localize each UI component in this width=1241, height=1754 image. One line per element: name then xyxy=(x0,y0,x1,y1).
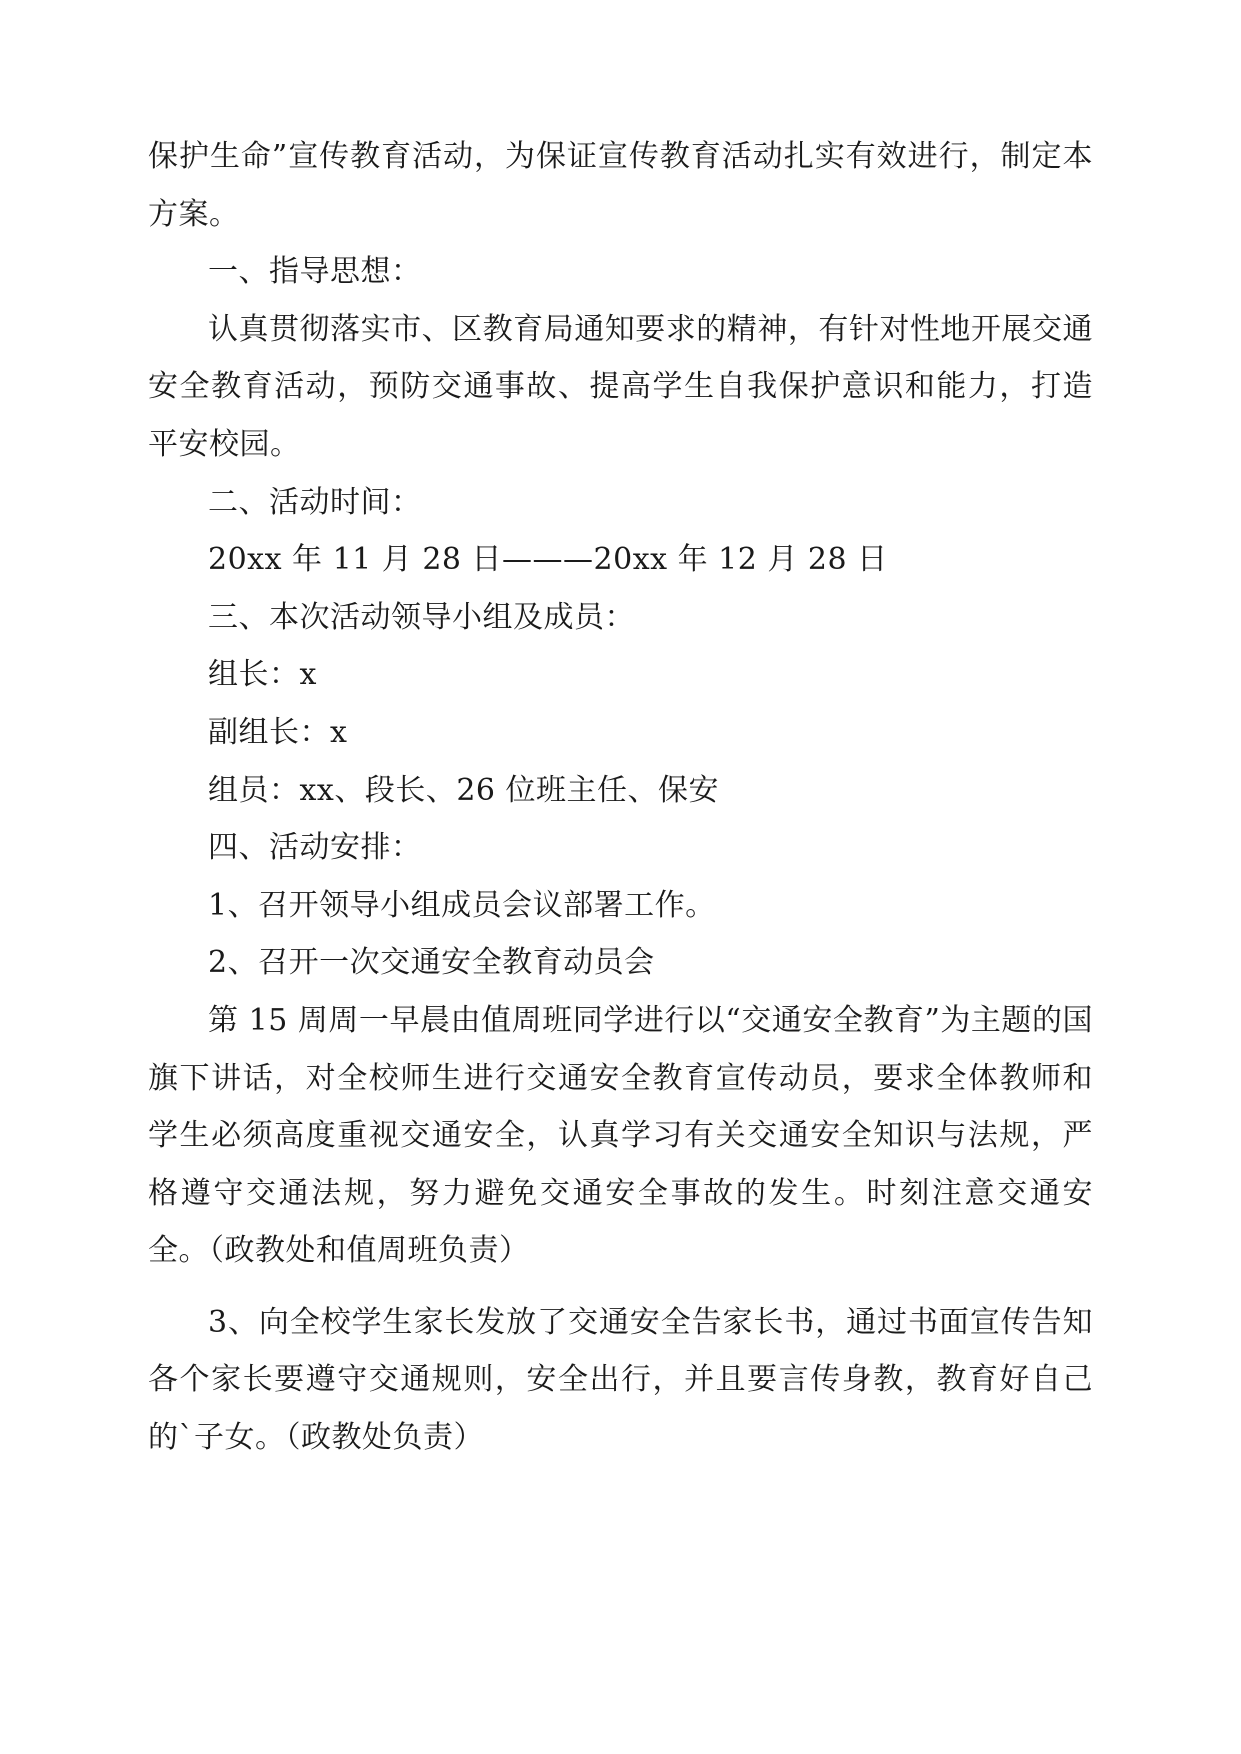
section-heading-guiding-ideology: 一、指导思想： xyxy=(208,254,422,290)
document-body xyxy=(148,128,1093,1467)
paragraph-group-members: 组员：xx、段长、26 位班主任、保安 xyxy=(208,772,720,808)
list-item-3: 3、向全校学生家长发放了交通安全告家长书，通过书面宣传告知各个家长要遵守交通规则，安全出行，并且要言传身教，教育好自己的`子女。（政教处负责） xyxy=(148,1304,1093,1456)
list-item-2: 2、召开一次交通安全教育动员会 xyxy=(208,945,655,981)
paragraph-activity-date-range: 20xx 年 11 月 28 日———20xx 年 12 月 28 日 xyxy=(208,542,888,578)
section-heading-activity-time: 二、活动时间： xyxy=(208,484,422,520)
paragraph-guiding-ideology-body: 认真贯彻落实市、区教育局通知要求的精神，有针对性地开展交通安全教育活动，预防交通事故、提高学生自我保护意识和能力，打造平安校园。 xyxy=(148,311,1093,462)
section-heading-leading-group: 三、本次活动领导小组及成员： xyxy=(208,599,635,635)
paragraph-mobilization-meeting-detail: 第 15 周周一早晨由值周班同学进行以“交通安全教育”为主题的国旗下讲话，对全校师生进行交通安全教育宣传动员，要求全体教师和学生必须高度重视交通安全，认真学习有关交通安全知识与法规，严格遵守交通法规，努力避免交通安全事故的发生。时刻注意交通安全。（政教处和值周班负责） xyxy=(148,1002,1093,1269)
section-heading-activity-arrangement: 四、活动安排： xyxy=(208,830,422,866)
paragraph-spacer xyxy=(148,1280,1093,1294)
paragraph-group-leader: 组长：x xyxy=(208,657,317,693)
paragraph-continuation: 保护生命”宣传教育活动，为保证宣传教育活动扎实有效进行，制定本方案。 xyxy=(148,139,1093,232)
paragraph-deputy-group-leader: 副组长：x xyxy=(208,714,348,750)
list-item-1: 1、召开领导小组成员会议部署工作。 xyxy=(208,887,716,923)
